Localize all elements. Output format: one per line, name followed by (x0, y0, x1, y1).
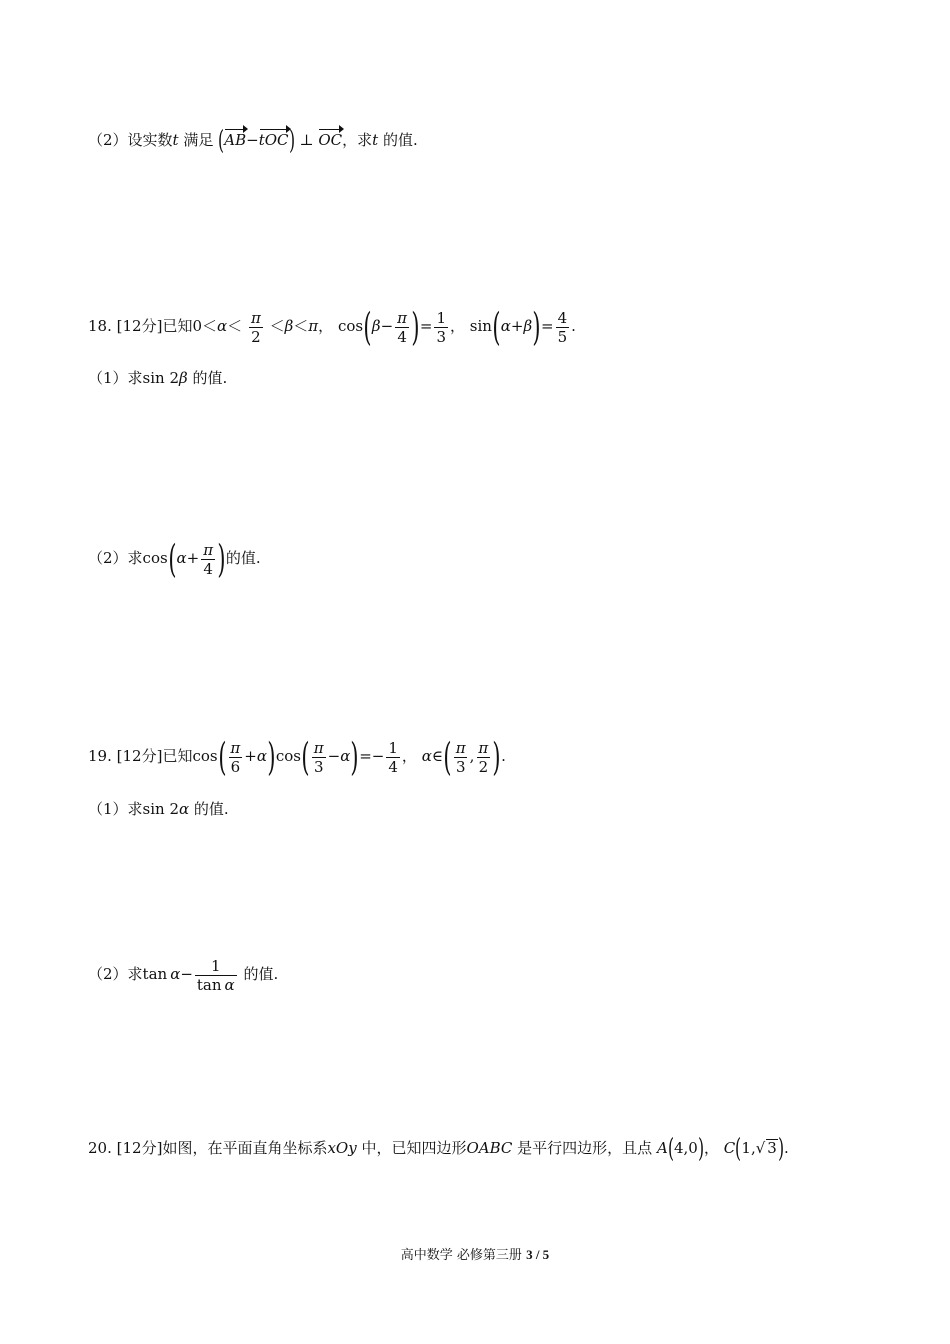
question-17-part-2 (88, 128, 418, 154)
fraction-pi-over-6 (228, 739, 242, 776)
text: 已知 (162, 747, 193, 765)
fraction-pi-over-4 (395, 309, 409, 346)
function: sin 2 (142, 369, 180, 387)
plus: + (186, 549, 200, 567)
text: 中，已知四边形 (356, 1139, 467, 1157)
beta: β (284, 317, 294, 335)
left-paren: ( (168, 537, 177, 581)
text: 的值. (187, 369, 228, 387)
fraction-1-over-3 (434, 309, 448, 346)
alpha: α (340, 747, 351, 765)
denominator: 4 (203, 559, 213, 578)
left-paren: ( (301, 735, 310, 779)
point-a: A (656, 1139, 668, 1157)
minus: − (180, 965, 193, 983)
equals: = (540, 317, 554, 335)
question-18-part-2 (88, 537, 261, 581)
text: ，求 (342, 131, 373, 149)
denominator: 4 (388, 757, 398, 776)
negative-sign: − (371, 747, 385, 765)
denominator: 2 (478, 757, 489, 776)
tan: tan (196, 975, 222, 994)
score: [12分] (116, 317, 163, 335)
numerator: 4 (557, 308, 568, 327)
label: （2）求 (88, 965, 143, 983)
right-paren: ) (217, 537, 226, 581)
comma: ， (449, 317, 465, 335)
point-a-coordinates: 4,0 (673, 1139, 698, 1157)
minus: − (380, 317, 394, 335)
plus: + (244, 747, 257, 765)
label: （1）求 (88, 369, 143, 387)
sqrt-radicand: 3 (767, 1139, 777, 1157)
denominator: 3 (436, 327, 446, 346)
footer-text: 高中数学 必修第三册 (400, 1248, 527, 1263)
point-c-x: 1, (741, 1139, 756, 1157)
var-t: t (172, 131, 179, 149)
denominator: 3 (313, 757, 324, 776)
denominator: 3 (455, 757, 466, 776)
pi: π (308, 317, 319, 335)
vector-toc: tOC (259, 128, 289, 150)
lt: ＜ (227, 317, 243, 335)
text: 是平行四边形，且点 (512, 1139, 653, 1157)
zero: 0 (192, 317, 202, 335)
denominator: 4 (397, 327, 407, 346)
label: （1）求 (88, 800, 143, 818)
coordinate-system: xOy (327, 1139, 357, 1157)
page-number: 3 / 5 (526, 1247, 550, 1262)
plus: + (510, 317, 524, 335)
right-paren: ) (350, 735, 359, 779)
alpha: α (170, 965, 181, 983)
cos: cos (275, 747, 301, 765)
numerator: 1 (211, 956, 221, 975)
sqrt-sign: √ (755, 1139, 766, 1157)
fraction-1-over-tan-alpha (195, 957, 237, 994)
period: . (571, 317, 576, 335)
numerator: π (230, 738, 241, 757)
right-paren: ) (288, 126, 295, 156)
numerator: π (250, 308, 261, 327)
fraction-pi-over-3 (454, 739, 468, 776)
numerator: 1 (436, 308, 446, 327)
alpha: α (217, 317, 228, 335)
alpha: α (256, 747, 267, 765)
fraction-pi-over-3 (312, 739, 326, 776)
cos: cos (142, 549, 168, 567)
var-t: t (372, 131, 379, 149)
fraction-pi-over-4 (201, 541, 215, 578)
fraction-pi-over-2 (476, 739, 490, 776)
comma: ， (318, 317, 334, 335)
minus-sign: − (246, 131, 259, 149)
numerator: π (397, 308, 408, 327)
fraction-pi-over-2 (249, 309, 263, 346)
right-paren: ) (697, 1134, 704, 1164)
text: 的值. (378, 131, 418, 149)
alpha: α (421, 747, 432, 765)
left-paren: ( (218, 126, 225, 156)
right-paren: ) (411, 305, 420, 349)
text: 的值. (189, 800, 229, 818)
score: [12分] (116, 1139, 163, 1157)
minus: − (327, 747, 341, 765)
alpha: α (500, 317, 511, 335)
right-paren: ) (267, 735, 276, 779)
equals: = (359, 747, 372, 765)
separator: , (469, 747, 475, 765)
comma: ， (703, 1139, 719, 1157)
left-paren: ( (443, 735, 452, 779)
fraction-1-over-4 (386, 739, 400, 776)
right-paren: ) (777, 1134, 784, 1164)
label: （2）求 (88, 549, 143, 567)
sin: sin (469, 317, 492, 335)
denominator: 2 (251, 327, 261, 346)
period: . (501, 747, 506, 765)
lt: ＜ (269, 317, 285, 335)
question-20 (88, 1136, 789, 1162)
question-number: 19. (88, 747, 112, 765)
question-19-part-2 (88, 954, 278, 994)
point-c: C (723, 1139, 736, 1157)
element-of: ∈ (431, 747, 443, 765)
lt: ＜ (293, 317, 309, 335)
numerator: π (455, 738, 466, 757)
question-18 (88, 305, 576, 349)
text: 已知 (162, 317, 193, 335)
vector-oc: OC (318, 128, 342, 150)
text: 的值. (225, 549, 261, 567)
numerator: π (478, 738, 489, 757)
cos: cos (192, 747, 218, 765)
left-paren: ( (363, 305, 372, 349)
lt: ＜ (202, 317, 218, 335)
numerator: π (203, 540, 214, 559)
comma: ， (401, 747, 417, 765)
denominator (195, 975, 237, 994)
left-paren: ( (667, 1134, 674, 1164)
left-paren: ( (735, 1134, 742, 1164)
numerator: π (313, 738, 324, 757)
beta: β (179, 369, 188, 387)
numerator: 1 (388, 738, 398, 757)
tan: tan (142, 965, 168, 983)
page-footer (0, 1244, 950, 1263)
text: 满足 (178, 131, 214, 149)
fraction-4-over-5 (556, 309, 570, 346)
beta: β (523, 317, 533, 335)
question-number: 20. (88, 1139, 112, 1157)
text: 如图，在平面直角坐标系 (162, 1139, 328, 1157)
right-paren: ) (492, 735, 501, 779)
right-paren: ) (532, 305, 541, 349)
beta: β (371, 317, 381, 335)
left-paren: ( (492, 305, 501, 349)
cos: cos (337, 317, 364, 335)
denominator: 6 (230, 757, 241, 776)
score: [12分] (116, 747, 163, 765)
question-19 (88, 735, 506, 779)
question-number: 18. (88, 317, 112, 335)
alpha: α (179, 800, 190, 818)
vector-ab: AB (224, 128, 246, 150)
denominator: 5 (557, 327, 568, 346)
label: （2）设实数 (88, 131, 173, 149)
quadrilateral: OABC (466, 1139, 513, 1157)
left-paren: ( (217, 735, 227, 779)
function: sin 2 (142, 800, 180, 818)
perp-sign: ⊥ (299, 131, 314, 149)
question-19-part-1 (88, 799, 229, 819)
alpha: α (224, 975, 235, 994)
alpha: α (176, 549, 187, 567)
question-18-part-1 (88, 368, 227, 388)
text: 的值. (238, 965, 279, 983)
period: . (783, 1139, 789, 1157)
equals: = (419, 317, 433, 335)
